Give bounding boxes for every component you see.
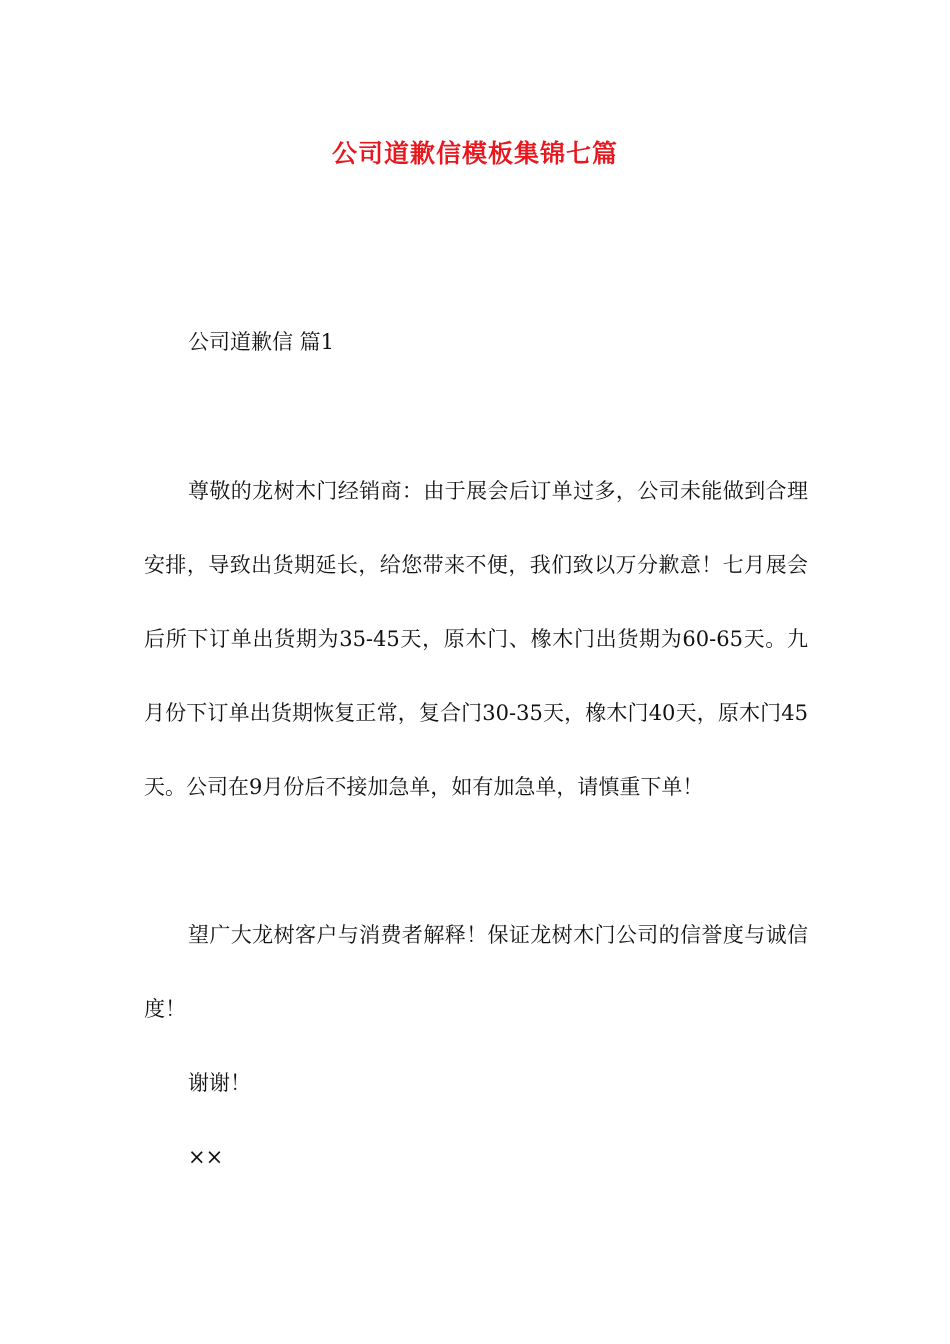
- paragraph-thanks: 谢谢！: [188, 1071, 251, 1095]
- paragraph-notice: 尊敬的龙树木门经销商：由于展会后订单过多，公司未能做到合理安排，导致出货期延长，给您带来不便，我们致以万分歉意！七月展会后所下订单出货期为35-45天，原木门、橡木门出货期为60-65天。九月份下订单出货期恢复正常，复合门30-35天，橡木门40天，原木门45天。公司在9月份后不接加急单，如有加急单，请慎重下单！: [144, 479, 808, 799]
- paragraph-signature: ××: [188, 1145, 224, 1169]
- paragraph-appeal: 望广大龙树客户与消费者解释！保证龙树木门公司的信誉度与诚信度！: [144, 923, 808, 1021]
- section-heading: 公司道歉信 篇1: [188, 330, 335, 354]
- document-title: 公司道歉信模板集锦七篇: [331, 139, 618, 168]
